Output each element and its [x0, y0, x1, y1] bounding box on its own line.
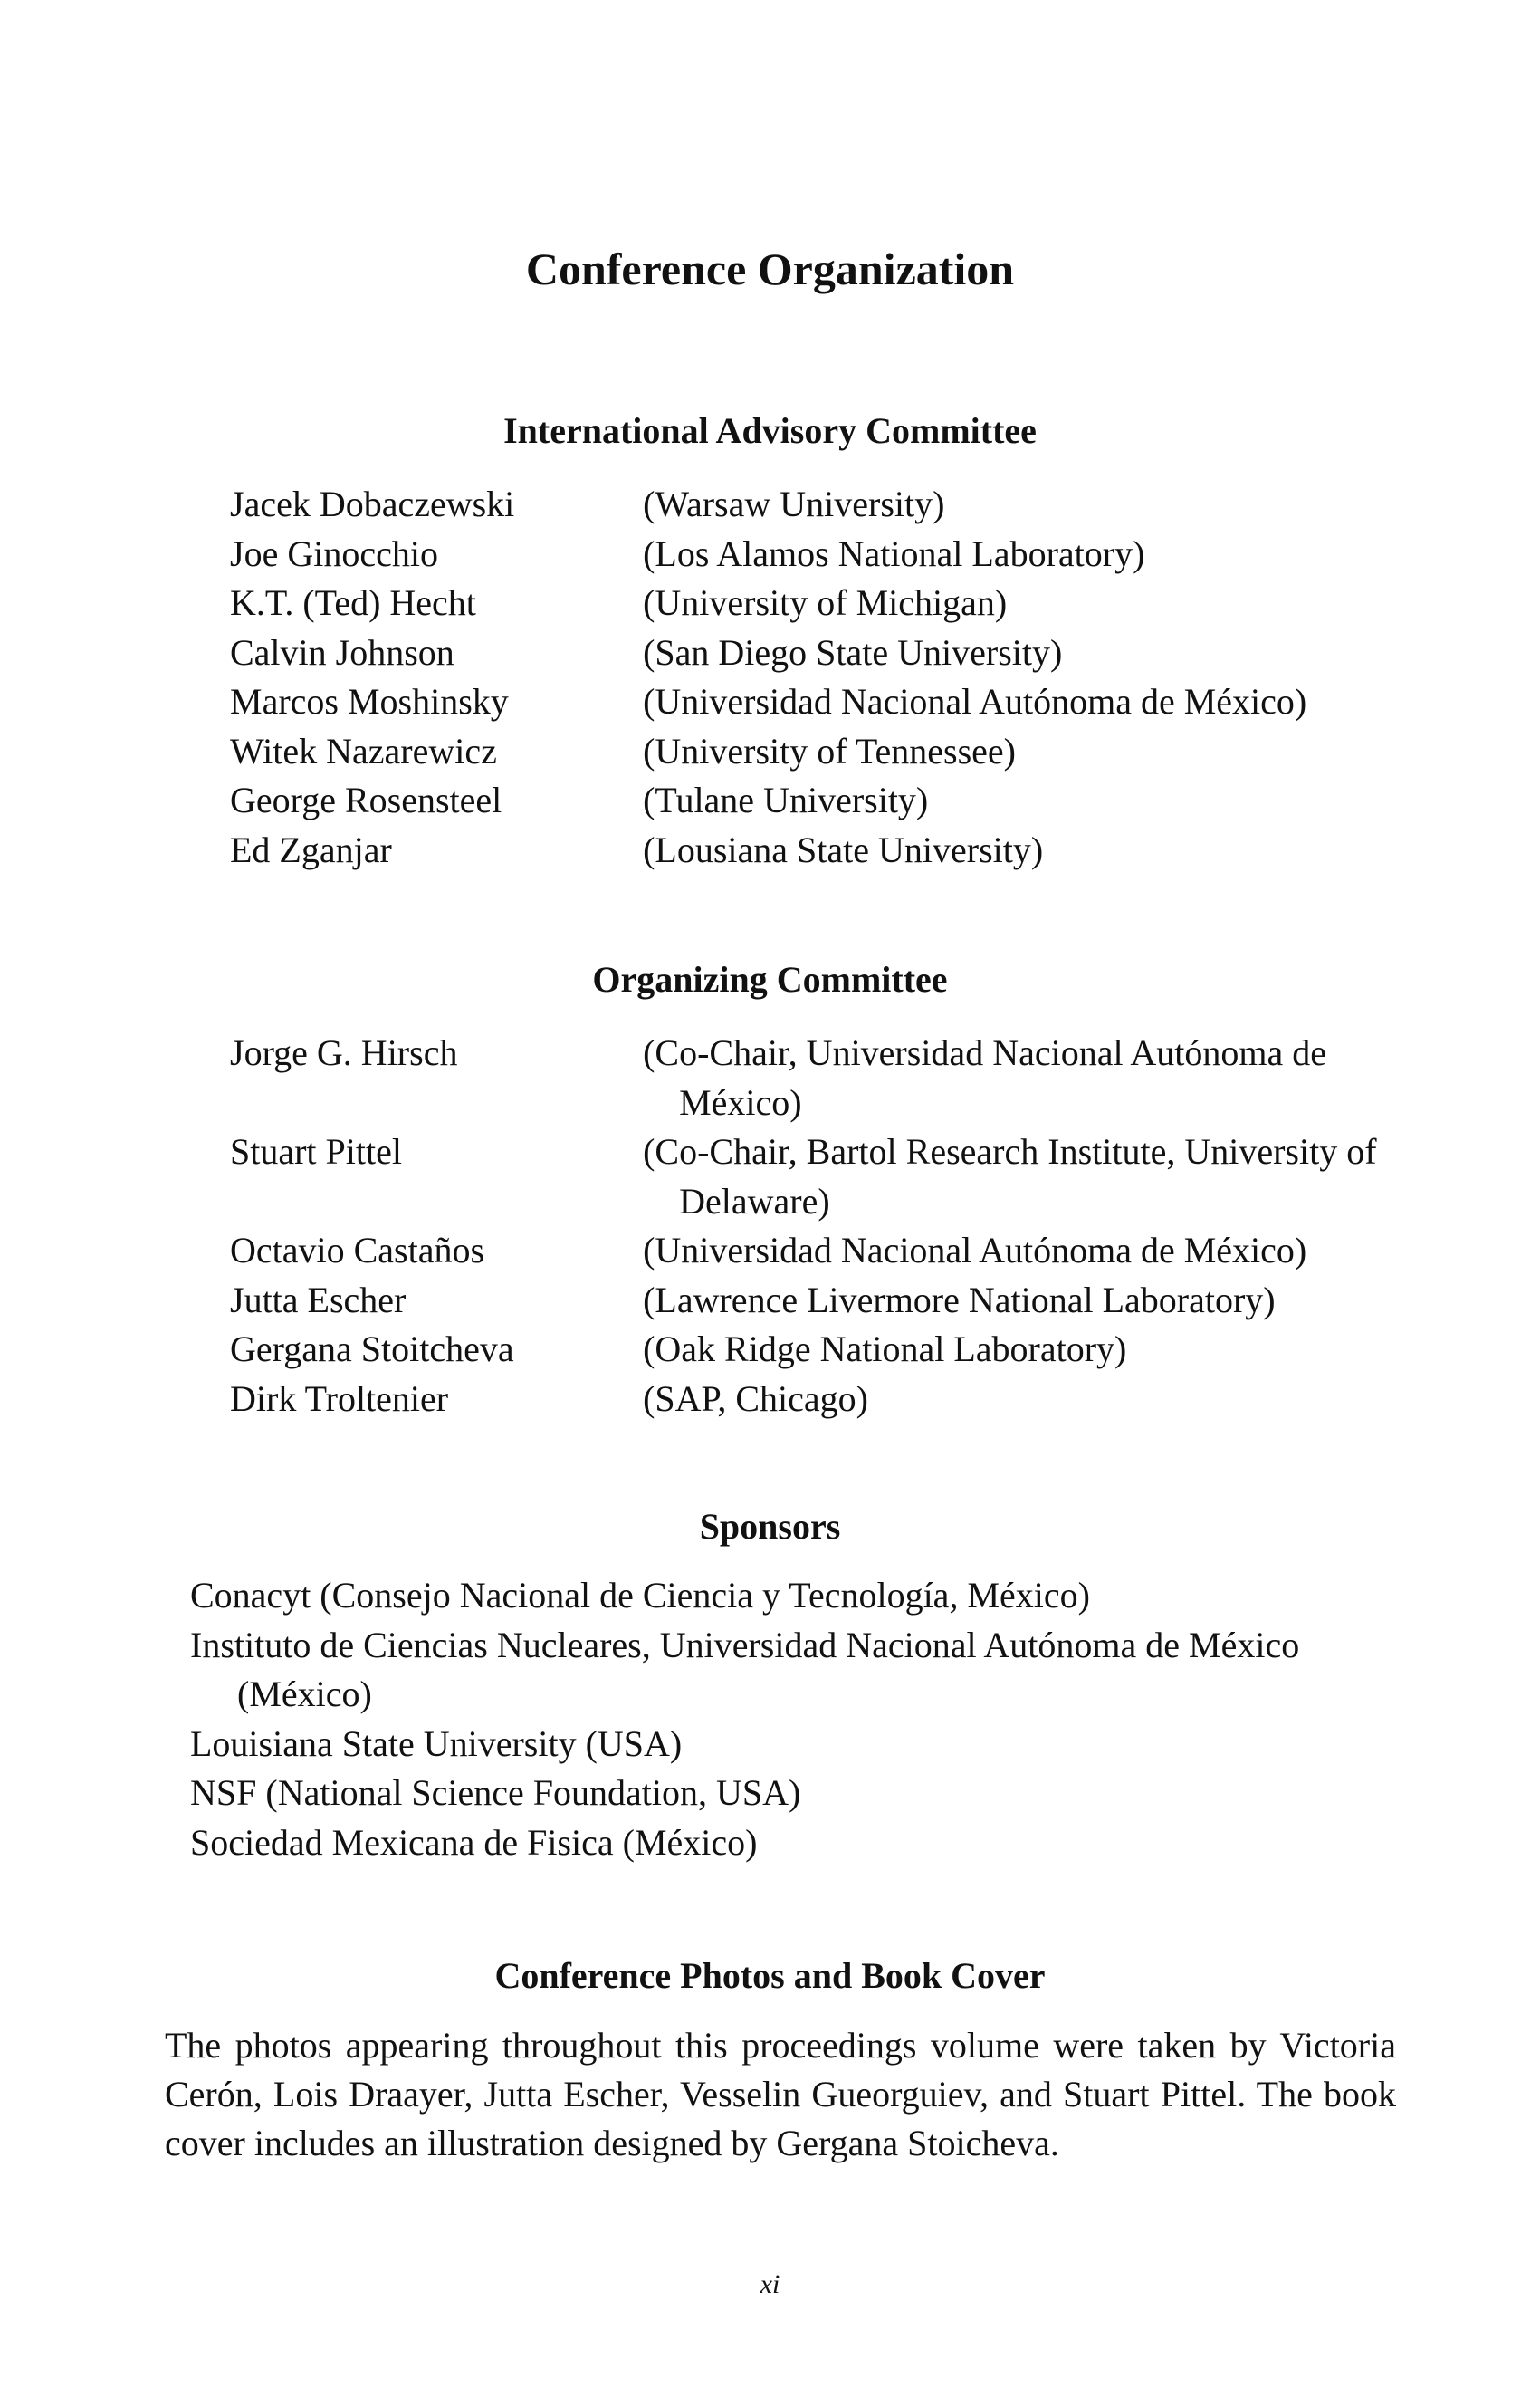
- list-item: Sociedad Mexicana de Fisica (México): [190, 1821, 758, 1863]
- sponsors-heading: Sponsors: [699, 1506, 841, 1547]
- member-affiliation: (Universidad Nacional Autónoma de México): [643, 681, 1307, 722]
- table-row: [230, 826, 1407, 876]
- table-row: [230, 480, 1407, 530]
- member-name: Jacek Dobaczewski: [230, 484, 515, 524]
- photos-paragraph: The photos appearing throughout this proceedings volume were taken by Victoria Cerón, Lois Draayer, Jutta Escher, Vesselin Gueorguiev, and Stuart Pittel. The book cover includes an illustration designed by Gergana Stoicheva.: [165, 2025, 1396, 2163]
- organizing-committee-table: [230, 1029, 1407, 1424]
- member-affiliation: (Universidad Nacional Autónoma de México): [643, 1230, 1307, 1271]
- table-row: [230, 628, 1407, 678]
- organizing-committee-heading: Organizing Committee: [592, 959, 948, 1000]
- member-name: Jorge G. Hirsch: [230, 1032, 458, 1073]
- member-affiliation: (Co-Chair, Universidad Nacional Autónoma de México): [643, 1032, 1326, 1123]
- member-name: Dirk Troltenier: [230, 1377, 449, 1419]
- member-affiliation: (University of Tennessee): [643, 730, 1016, 772]
- sponsor-list: [190, 1571, 1367, 1867]
- table-row: [230, 1375, 1407, 1424]
- list-item: NSF (National Science Foundation, USA): [190, 1772, 801, 1813]
- member-name: Jutta Escher: [230, 1279, 407, 1320]
- table-row: [230, 776, 1407, 826]
- photos-heading: Conference Photos and Book Cover: [494, 1955, 1046, 1996]
- member-affiliation: (Co-Chair, Bartol Research Institute, University of Delaware): [643, 1131, 1377, 1222]
- table-row: [230, 677, 1407, 727]
- member-name: Stuart Pittel: [230, 1131, 402, 1172]
- table-row: [230, 1276, 1407, 1326]
- member-name: Marcos Moshinsky: [230, 681, 509, 722]
- member-affiliation: (SAP, Chicago): [643, 1377, 868, 1419]
- member-name: K.T. (Ted) Hecht: [230, 582, 476, 623]
- member-affiliation: (Lousiana State University): [643, 829, 1044, 870]
- member-affiliation: (Tulane University): [643, 780, 929, 820]
- advisory-committee-heading: International Advisory Committee: [503, 410, 1037, 451]
- member-name: Gergana Stoitcheva: [230, 1328, 514, 1369]
- member-name: Calvin Johnson: [230, 631, 454, 673]
- page-number: xi: [760, 2269, 780, 2299]
- member-affiliation: (University of Michigan): [643, 582, 1008, 623]
- advisory-committee-table: [230, 480, 1407, 875]
- member-name: Octavio Castaños: [230, 1230, 485, 1271]
- member-name: Ed Zganjar: [230, 829, 392, 870]
- list-item: Instituto de Ciencias Nucleares, Universidad Nacional Autónoma de México (México): [190, 1624, 1300, 1714]
- member-affiliation: (Oak Ridge National Laboratory): [643, 1328, 1127, 1369]
- table-row: [230, 1029, 1407, 1127]
- list-item: Conacyt (Consejo Nacional de Ciencia y Tecnología, México): [190, 1575, 1090, 1616]
- member-name: Joe Ginocchio: [230, 532, 438, 574]
- table-row: [230, 1226, 1407, 1276]
- page-title: Conference Organization: [525, 244, 1015, 294]
- table-row: [230, 530, 1407, 580]
- table-row: [230, 727, 1407, 777]
- table-row: [230, 1127, 1407, 1226]
- table-row: [230, 579, 1407, 628]
- member-affiliation: (Los Alamos National Laboratory): [643, 532, 1145, 574]
- member-name: George Rosensteel: [230, 780, 502, 820]
- member-affiliation: (Lawrence Livermore National Laboratory): [643, 1279, 1276, 1320]
- member-affiliation: (San Diego State University): [643, 631, 1063, 673]
- member-affiliation: (Warsaw University): [643, 484, 945, 524]
- table-row: [230, 1325, 1407, 1375]
- member-name: Witek Nazarewicz: [230, 730, 497, 772]
- list-item: Louisiana State University (USA): [190, 1722, 683, 1764]
